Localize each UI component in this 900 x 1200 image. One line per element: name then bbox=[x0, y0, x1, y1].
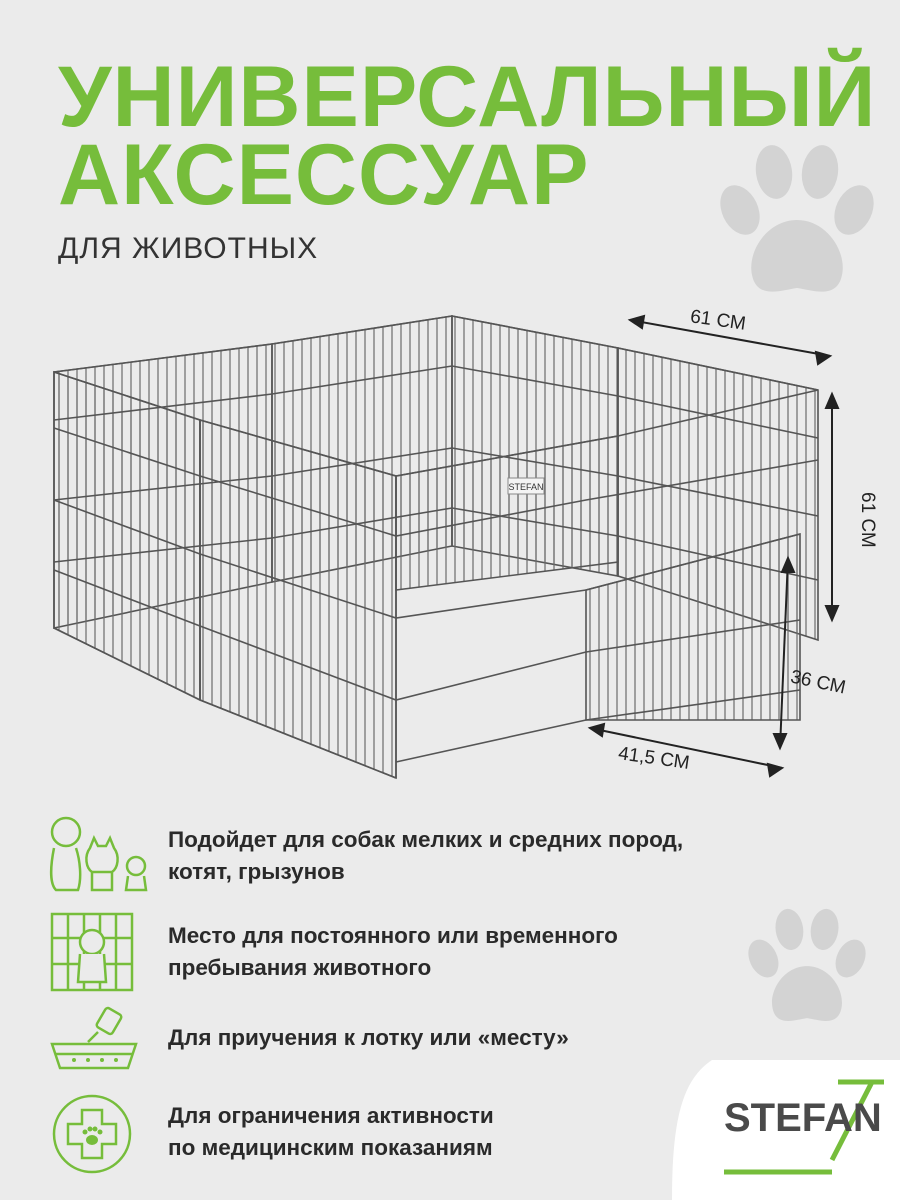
brand-logo bbox=[672, 1060, 900, 1200]
feature-line-2: котят, грызунов bbox=[168, 859, 345, 884]
playpen-image bbox=[40, 300, 880, 800]
feature-line-2: пребывания животного bbox=[168, 955, 432, 980]
pets-group-icon bbox=[40, 808, 150, 898]
feature-line-1: Для приучения к лотку или «месту» bbox=[168, 1025, 569, 1050]
litter-tray-icon bbox=[40, 998, 150, 1088]
playpen-tag-label: STEFAN bbox=[508, 482, 544, 492]
logo-text: STEFAN bbox=[724, 1096, 882, 1140]
dimension-top-label: 61 СМ bbox=[688, 306, 748, 335]
feature-line-1: Место для постоянного или временного bbox=[168, 923, 618, 948]
dimension-door-height-label: 36 СМ bbox=[788, 666, 848, 699]
feature-item bbox=[40, 908, 800, 998]
page-subtitle: ДЛЯ ЖИВОТНЫХ bbox=[58, 232, 319, 265]
feature-item bbox=[40, 808, 800, 898]
title-line-2: АКСЕССУАР bbox=[58, 127, 590, 223]
dimension-height-label: 61 СМ bbox=[857, 492, 878, 548]
medical-cross-paw-icon bbox=[40, 1088, 150, 1178]
title-line-1: УНИВЕРСАЛЬНЫЙ bbox=[58, 49, 877, 145]
feature-line-1: Подойдет для собак мелких и средних пород, bbox=[168, 827, 684, 852]
paw-print-icon bbox=[712, 140, 882, 310]
feature-line-1: Для ограничения активности bbox=[168, 1103, 494, 1128]
feature-line-2: по медицинским показаниям bbox=[168, 1135, 493, 1160]
caged-dog-icon bbox=[40, 908, 150, 998]
dimension-door-width-label: 41,5 СМ bbox=[616, 743, 691, 774]
